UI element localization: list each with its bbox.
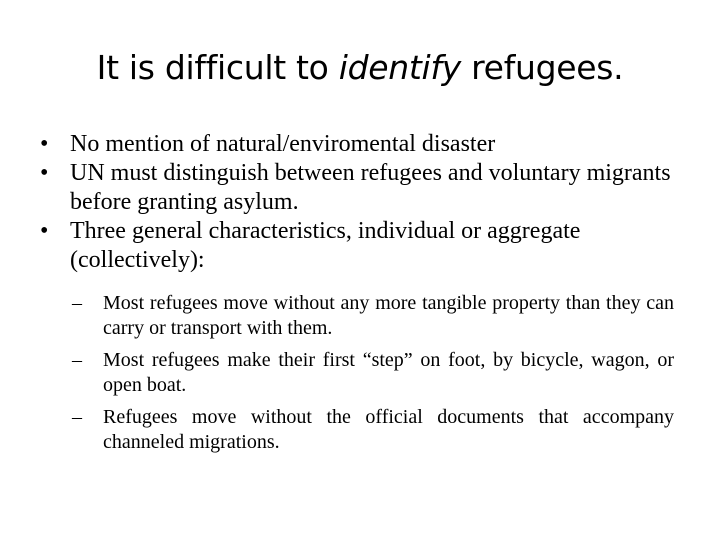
sub-bullet-item <box>72 291 674 341</box>
sub-bullet-item <box>72 348 674 398</box>
sub-bullet-text: Refugees move without the official documents that accompany channeled migrations. <box>103 406 674 453</box>
bullet-item <box>40 130 674 159</box>
title-text-end: refugees. <box>460 48 624 87</box>
bullet-text: Three general characteristics, individual or aggregate (collectively): <box>70 218 581 273</box>
bullet-marker: • <box>40 131 49 157</box>
slide-body <box>40 130 674 462</box>
bullet-text: UN must distinguish between refugees and voluntary migrants before granting asylum. <box>70 160 671 215</box>
bullet-marker: • <box>40 218 49 244</box>
title-text-start: It is difficult to <box>96 48 339 87</box>
title-emphasis: identify <box>338 48 461 87</box>
sub-bullet-text: Most refugees move without any more tangible property than they can carry or transport with them. <box>103 292 674 339</box>
bullet-item <box>40 217 674 275</box>
bullet-text: No mention of natural/enviromental disaster <box>70 131 496 157</box>
sub-bullet-marker: – <box>72 406 82 428</box>
sub-bullet-marker: – <box>72 292 82 314</box>
sub-bullet-list <box>72 291 674 455</box>
sub-bullet-marker: – <box>72 349 82 371</box>
sub-bullet-text: Most refugees make their first “step” on foot, by bicycle, wagon, or open boat. <box>103 349 674 396</box>
bullet-item <box>40 159 674 217</box>
bullet-marker: • <box>40 160 49 186</box>
slide-title <box>0 44 720 92</box>
sub-bullet-item <box>72 405 674 455</box>
